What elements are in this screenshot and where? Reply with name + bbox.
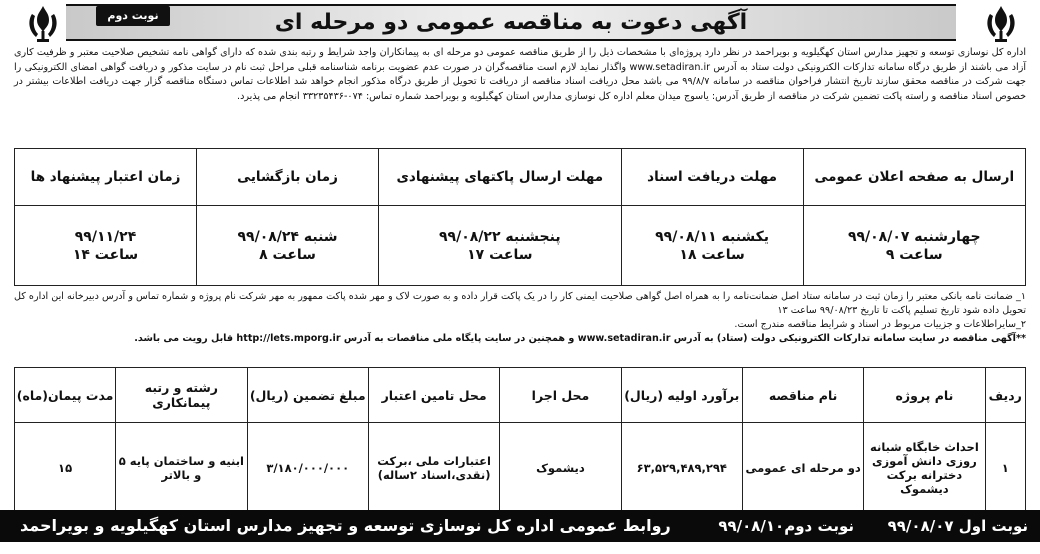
contractor-grade-cell: ابنیه و ساختمان پایه ۵ و بالاتر: [116, 423, 247, 513]
title-bar: [66, 4, 956, 41]
schedule-date: یکشنبه ۹۹/۰۸/۱۱: [655, 228, 770, 245]
schedule-table: [14, 148, 1026, 286]
footer-bar: [0, 510, 1040, 542]
schedule-date: شنبه ۹۹/۰۸/۲۴: [237, 228, 338, 245]
notice-title: آگهی دعوت به مناقصه عمومی دو مرحله ای: [274, 10, 748, 35]
project-table: [14, 367, 1026, 513]
schedule-header-cell: زمان اعتبار پیشنهاد ها: [15, 149, 197, 206]
publication-round-badge: نوبت دوم: [96, 6, 170, 26]
note-guarantee: ۱_ ضمانت نامه بانکی معتبر را زمان ثبت در سامانه ستاد اصل ضمانت‌نامه را به همراه اصل گواهی صلاحیت ایمنی کار را در یک پاکت قرار داده و به صورت لاک و مهر شده پاکت ممهور به مهر شرکت نام پروژه و شماره تماس و آدرس دبیرخانه این اداره کل تحویل داده شود تاریخ تسلیم پاکت تا تاریخ ۹۹/۰۸/۲۳ ساعت ۱۳: [14, 291, 1026, 316]
project-header-cell: ردیف: [985, 368, 1025, 423]
schedule-hour: ساعت ۹: [885, 246, 943, 263]
schedule-header-cell: مهلت ارسال پاکتهای پیشنهادی: [379, 149, 622, 206]
schedule-header-row: [15, 149, 1026, 206]
second-publication-date: نوبت دوم۹۹/۰۸/۱۰: [718, 517, 854, 535]
project-header-row: [15, 368, 1026, 423]
schedule-value-row: [15, 206, 1026, 286]
schedule-value-cell: [803, 206, 1025, 286]
location-cell: دیشموک: [500, 423, 621, 513]
project-header-cell: نام پروژه: [864, 368, 985, 423]
schedule-value-cell: [621, 206, 803, 286]
schedule-date: پنجشنبه ۹۹/۰۸/۲۲: [439, 228, 561, 245]
first-publication-date: نوبت اول ۹۹/۰۸/۰۷: [887, 517, 1028, 535]
project-header-cell: رشته و رتبه پیمانکاری: [116, 368, 247, 423]
project-header-cell: نام مناقصه: [742, 368, 863, 423]
schedule-value-cell: [379, 206, 622, 286]
project-header-cell: محل تامین اعتبار: [368, 368, 499, 423]
schedule-date: ۹۹/۱۱/۲۴: [74, 228, 137, 245]
notes-section: [14, 290, 1026, 346]
schedule-value-cell: [197, 206, 379, 286]
schedule-header-cell: ارسال به صفحه اعلان عمومی: [803, 149, 1025, 206]
schedule-value-cell: [15, 206, 197, 286]
intro-paragraph: اداره کل نوسازی توسعه و تجهیز مدارس استان کهگیلویه و بویراحمد در نظر دارد پروژه‌ای با مشخصات ذیل را از طریق مناقصه عمومی دو مرحله ای به پیمانکاران واجد شرایط و رتبه بندی شده که دارای گواهی نامه تشخیص صلاحیت معتبر و ظرفیت کاری آزاد می باشند از طریق درگاه سامانه تدارکات الکترونیکی دولت ستاد به آدرس www.setadiran.ir واگذار نماید لازم است مناقصه‌گران در صورت عدم عضویت برنامه شناسنامه قبلی مراحل ثبت نام در سایت مذکور و دریافت گواهی امضای الکترونیکی را جهت شرکت در مناقصه محقق سازند تاریخ انتشار فراخوان مناقصه در سامانه ۹۹/۸/۷ می باشد محل دریافت اسناد مناقصه از دریافت تا تحویل از طریق درگاه مذکور انجام خواهد شد اطلاعات تماس دستگاه مناقصه گزار جهت دریافت اطلاعات بیشتر در خصوص اسناد مناقصه و راسته پاکت تضمین شرکت در مناقصه از طریق آدرس: یاسوج میدان معلم اداره کل نوسازی مدارس استان کهگیلویه و بویراحمد شماره تماس: ۰۷۴-۳۳۲۳۵۴۳۶ انجام می پذیرد.: [14, 47, 1026, 102]
table-row: [15, 423, 1026, 513]
project-name-cell: احداث خابگاه شبانه روزی دانش آموزی دخترانه برکت دیشموک: [864, 423, 985, 513]
row-number-cell: ۱: [985, 423, 1025, 513]
schedule-header-cell: مهلت دریافت اسناد: [621, 149, 803, 206]
estimate-cell: ۶۳,۵۲۹,۴۸۹,۲۹۴: [621, 423, 742, 513]
project-header-cell: محل اجرا: [500, 368, 621, 423]
schedule-hour: ساعت ۸: [259, 246, 316, 263]
iran-emblem-icon: [982, 4, 1020, 44]
project-header-cell: برآورد اولیه (ریال): [621, 368, 742, 423]
guarantee-amount-cell: ۳/۱۸۰/۰۰۰/۰۰۰: [247, 423, 368, 513]
project-header-cell: مدت پیمان(ماه): [15, 368, 116, 423]
schedule-hour: ساعت ۱۸: [679, 246, 745, 263]
tender-name-cell: دو مرحله ای عمومی: [742, 423, 863, 513]
schedule-header-cell: زمان بازگشایی: [197, 149, 379, 206]
schedule-hour: ساعت ۱۷: [467, 246, 533, 263]
duration-cell: ۱۵: [15, 423, 116, 513]
iran-emblem-icon: [24, 4, 62, 44]
publisher-organization: روابط عمومی اداره کل نوسازی توسعه و تجهیز مدارس استان کهگیلویه و بویراحمد: [20, 516, 671, 535]
note-other-info: ۲_سایراطلاعات و جزییات مربوط در اسناد و شرایط مناقصه مندرج است.: [734, 319, 1026, 330]
funding-source-cell: اعتبارات ملی ،برکت (نقدی،اسناد ۲ساله): [368, 423, 499, 513]
schedule-hour: ساعت ۱۴: [72, 246, 139, 263]
note-publication-sites: **آگهی مناقصه در سایت سامانه تدارکات الکترونیکی دولت (ستاد) به آدرس www.setadiran.ir و همچنین در سایت پایگاه ملی مناقصات به آدرس http://lets.mporg.ir قابل رویت می باشد.: [134, 333, 1026, 344]
schedule-date: چهارشنبه ۹۹/۰۸/۰۷: [847, 228, 981, 245]
project-header-cell: مبلغ تضمین (ریال): [247, 368, 368, 423]
